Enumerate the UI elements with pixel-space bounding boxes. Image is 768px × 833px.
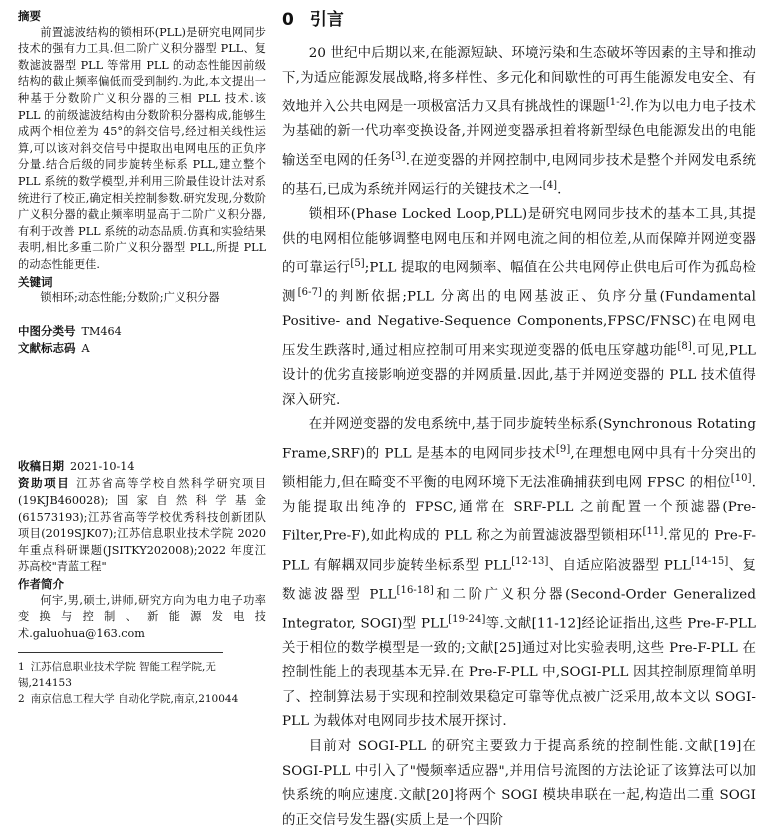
doc-code-row	[18, 340, 266, 358]
citation: [14-15]	[691, 555, 729, 567]
citation: [10]	[730, 472, 752, 484]
section-heading	[282, 8, 756, 32]
author-intro-text: 何宇,男,硕士,讲师,研究方向为电力电子功率变换与控制、新能源发电技术.galuohua@163.com	[18, 593, 266, 640]
citation: [3]	[391, 150, 406, 162]
affiliation-2: 2 南京信息工程大学 自动化学院,南京,210044	[18, 693, 239, 706]
citation: [5]	[350, 258, 365, 270]
citation: [6-7]	[297, 287, 323, 299]
funding-row	[18, 475, 266, 576]
author-intro-heading: 作者简介	[18, 577, 64, 592]
right-column	[282, 8, 756, 833]
clc-value: TM464	[81, 324, 122, 338]
clc-row	[18, 323, 266, 341]
left-column	[18, 8, 266, 707]
paragraph-3: 在并网逆变器的发电系统中,基于同步旋转坐标系(Synchronous Rotating Frame,SRF)的 PLL 是基本的电网同步技术[9],在理想电网中具有十分突出的锁相能力,但在畸变不平衡的电网环境下无法准确捕获到电网 FPSC 的相位[10].为能提取出纯净的 FPSC,通常在 SRF-PLL 之前配置一个预滤器(Pre-Filter,Pre-F),如此构成的 PLL 称之为前置滤波器型锁相环[11].常见的 Pre-F-PLL 有解耦双同步旋转坐标系型 PLL[12-13]、自适应陷波器型 PLL[14-15]、复数滤波器型 PLL[16-18]和二阶广义积分器(Second-Order Generalized Integrator, SOGI)型 PLL[19-24]等.文献[11-12]经论证指出,这些 Pre-F-PLL 关于相位的数学模型是一致的;文献[25]通过对比实验表明,这些 Pre-F-PLL 在控制性能上的表现基本无异.在 Pre-F-PLL 中,SOGI-PLL 因其控制原理简单明了、控制算法易于实现和控制效果稳定可靠等优点被广泛采用,故本文以 SOGI-PLL 为载体对电网同步技术展开探讨.	[282, 417, 757, 730]
doc-code-label: 文献标志码	[18, 341, 76, 356]
citation: [4]	[542, 179, 558, 191]
paragraph-1: 20 世纪中后期以来,在能源短缺、环境污染和生态破坏等因素的主导和推动下,为适应能源发展战略,将多样性、多元化和间歇性的可再生能源发电安全、有效地并入公共电网是一项极富活力又具有挑战性的课题[1-2].作为以电力电子技术为基础的新一代功率变换设备,并网逆变器承担着将新型绿色电能源发出的电能输送至电网的任务[3].在逆变器的并网控制中,电网同步技术是整个并网发电系统的基石,已成为系统并网运行的关键技术之一[4].	[282, 46, 756, 198]
citation: [16-18]	[396, 584, 434, 596]
clc-label: 中图分类号	[18, 323, 76, 338]
paragraph-4: 目前对 SOGI-PLL 的研究主要致力于提高系统的控制性能.文献[19]在 SOGI-PLL 中引入了"慢频率适应器",并用信号流图的方法论证了该算法可以加快系统的响应速度.文献[20]将两个 SOGI 模块串联在一起,构造出二重 SOGI 的正交信号发生器(实质上是一个四阶	[282, 739, 756, 828]
keywords-text: 锁相环;动态性能;分数阶;广义积分器	[40, 291, 220, 305]
keywords-heading: 关键词	[18, 274, 53, 289]
citation: [8]	[677, 340, 692, 352]
citation: [12-13]	[511, 555, 549, 567]
doc-code-value: A	[81, 342, 90, 356]
received-row	[18, 458, 266, 476]
received-label: 收稿日期	[18, 458, 64, 473]
section-number: 0	[282, 10, 294, 30]
funding-label: 资助项目	[18, 476, 71, 491]
citation: [11]	[642, 526, 664, 538]
citation: [19-24]	[448, 613, 486, 625]
citation: [1-2]	[605, 97, 631, 109]
section-title: 引言	[309, 10, 344, 30]
abstract-heading: 摘要	[18, 9, 41, 23]
received-value: 2021-10-14	[70, 459, 135, 473]
paragraph-2: 锁相环(Phase Locked Loop,PLL)是研究电网同步技术的基本工具,其提供的电网相位能够调整电网电压和并网电流之间的相位差,从而保障并网逆变器的可靠运行[5];PLL 提取的电网频率、幅值在公共电网停止供电后可作为孤岛检测[6-7]的判断依据;PLL 分离出的电网基波正、负序分量(Fundamental Positive- and Negative-Sequence Components,FPSC/FNSC)在电网电压发生跌落时,通过相应控制可用来实现逆变器的低电压穿越功能[8].可见,PLL 设计的优劣直接影响逆变器的并网质量.因此,基于并网逆变器的 PLL 技术值得深入研究.	[282, 206, 757, 408]
footnote-rule	[18, 652, 223, 653]
affiliation-1: 1 江苏信息职业技术学院 智能工程学院,无锡,214153	[18, 661, 216, 690]
abstract-text: 前置滤波结构的锁相环(PLL)是研究电网同步技术的强有力工具.但二阶广义积分器型 PLL、复数滤波器型 PLL 等常用 PLL 的动态性能因前级结构的截止频率偏低而受到制约.为此,本文提出一种基于分数阶广义积分器的三相 PLL 技术.该 PLL 的前级滤波结构由分数阶积分器构成,能够生成两个相位差为 45°的斜交信号,经过相关线性运算,可以该对斜交信号中提取出电网电压的正负序分量.结合后级的同步旋转坐标系 PLL,建立整个 PLL 系统的数学模型,并利用三阶最佳设计法对系统进行了校正,确定相关控制参数.研究发现,分数阶广义积分器的截止频率明显高于二阶广义积分器,有利于改善 PLL 系统的动态品质.仿真和实验结果表明,相比多重二阶广义积分器型 PLL,所提 PLL 的动态性能更佳.	[18, 25, 266, 271]
citation: [9]	[555, 443, 571, 455]
funding-value: 江苏省高等学校自然科学研究项目(19KJB460028);国家自然科学基金(61573193);江苏省高等学校优秀科技创新团队项目(2019SJK07);江苏信息职业技术学院 2020 年重点科研课题(JSITKY202008);2022 年度江苏高校"青蓝工程"	[18, 477, 266, 574]
